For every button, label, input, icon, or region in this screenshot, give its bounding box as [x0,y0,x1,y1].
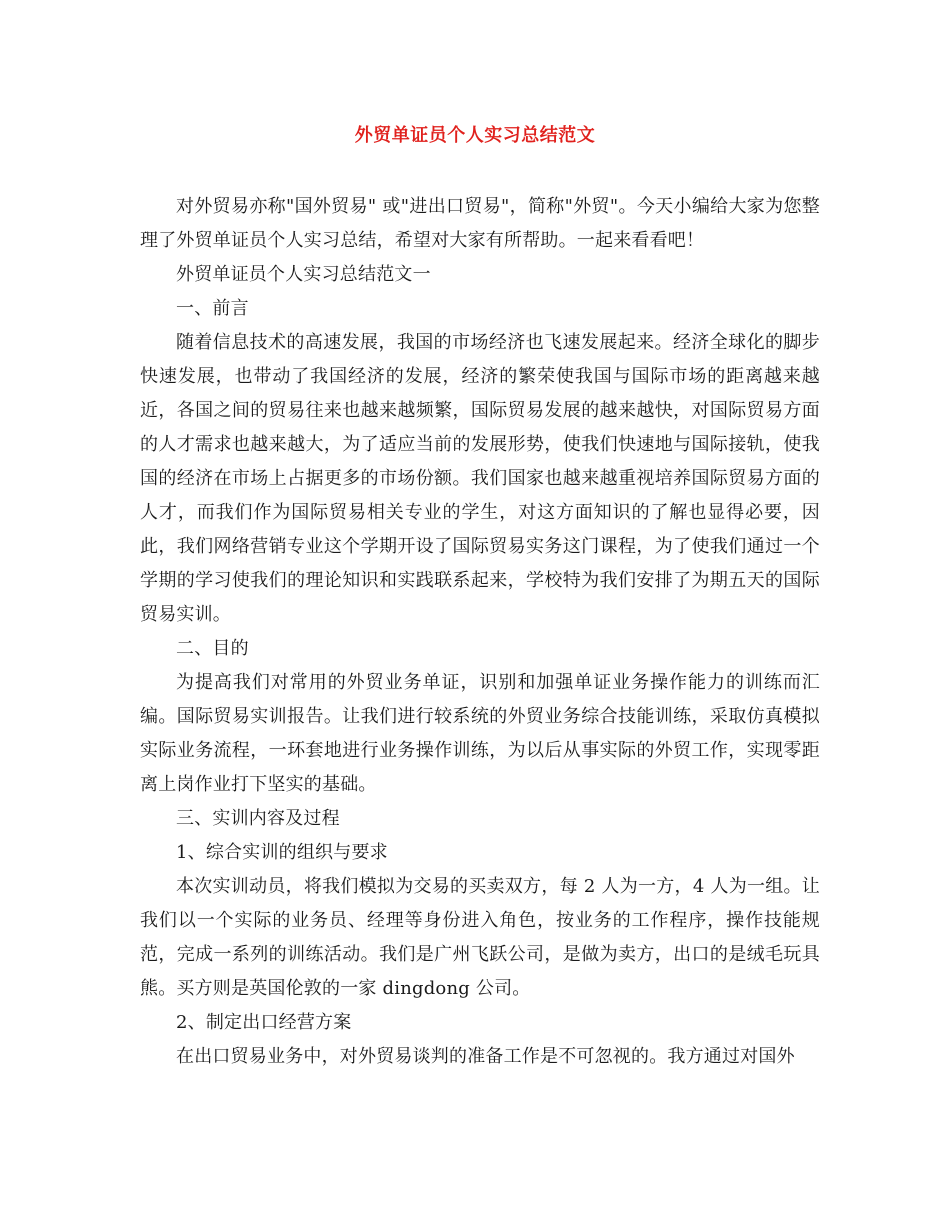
subsection-heading-organization: 1、综合实训的组织与要求 [176,842,388,863]
paragraph-preface: 随着信息技术的高速发展，我国的市场经济也飞速发展起来。经济全球化的脚步快速发展，也带动了我国经济的发展，经济的繁荣使我国与国际市场的距离越来越近，各国之间的贸易往来也越来越频繁，国际贸易发展的越来越快，对国际贸易方面的人才需求也越来越大，为了适应当前的发展形势，使我们快速地与国际接轨，使我国的经济在市场上占据更多的市场份额。我们国家也越来越重视培养国际贸易方面的人才，而我们作为国际贸易相关专业的学生，对这方面知识的了解也显得必要，因此，我们网络营销专业这个学期开设了国际贸易实务这门课程，为了使我们通过一个学期的学习使我们的理论知识和实践联系起来，学校特为我们安排了为期五天的国际贸易实训。 [140,332,820,625]
document-body [140,190,820,1074]
paragraph-subtitle: 外贸单证员个人实习总结范文一 [176,264,431,285]
paragraph-organization: 本次实训动员，将我们模拟为交易的买卖双方，每 2 人为一方，4 人为一组。让我们以一个实际的业务员、经理等身份进入角色，按业务的工作程序，操作技能规范，完成一系列的训练活动。我们是广州飞跃公司，是做为卖方，出口的是绒毛玩具熊。买方则是英国伦敦的一家 dingdong 公司。 [140,876,820,999]
subsection-heading-export-plan: 2、制定出口经营方案 [176,1012,352,1033]
section-heading-preface: 一、前言 [176,298,249,319]
paragraph-export-plan: 在出口贸易业务中，对外贸易谈判的准备工作是不可忽视的。我方通过对国外 [176,1046,795,1067]
section-heading-purpose: 二、目的 [176,638,249,659]
document-title: 外贸单证员个人实习总结范文 [354,125,596,146]
section-heading-training: 三、实训内容及过程 [176,808,340,829]
paragraph-purpose: 为提高我们对常用的外贸业务单证，识别和加强单证业务操作能力的训练而汇编。国际贸易实训报告。让我们进行较系统的外贸业务综合技能训练，采取仿真模拟实际业务流程，一环套地进行业务操作训练，为以后从事实际的外贸工作，实现零距离上岗作业打下坚实的基础。 [140,672,820,795]
paragraph-intro: 对外贸易亦称"国外贸易" 或"进出口贸易"，简称"外贸"。今天小编给大家为您整理了外贸单证员个人实习总结，希望对大家有所帮助。一起来看看吧！ [140,196,820,251]
